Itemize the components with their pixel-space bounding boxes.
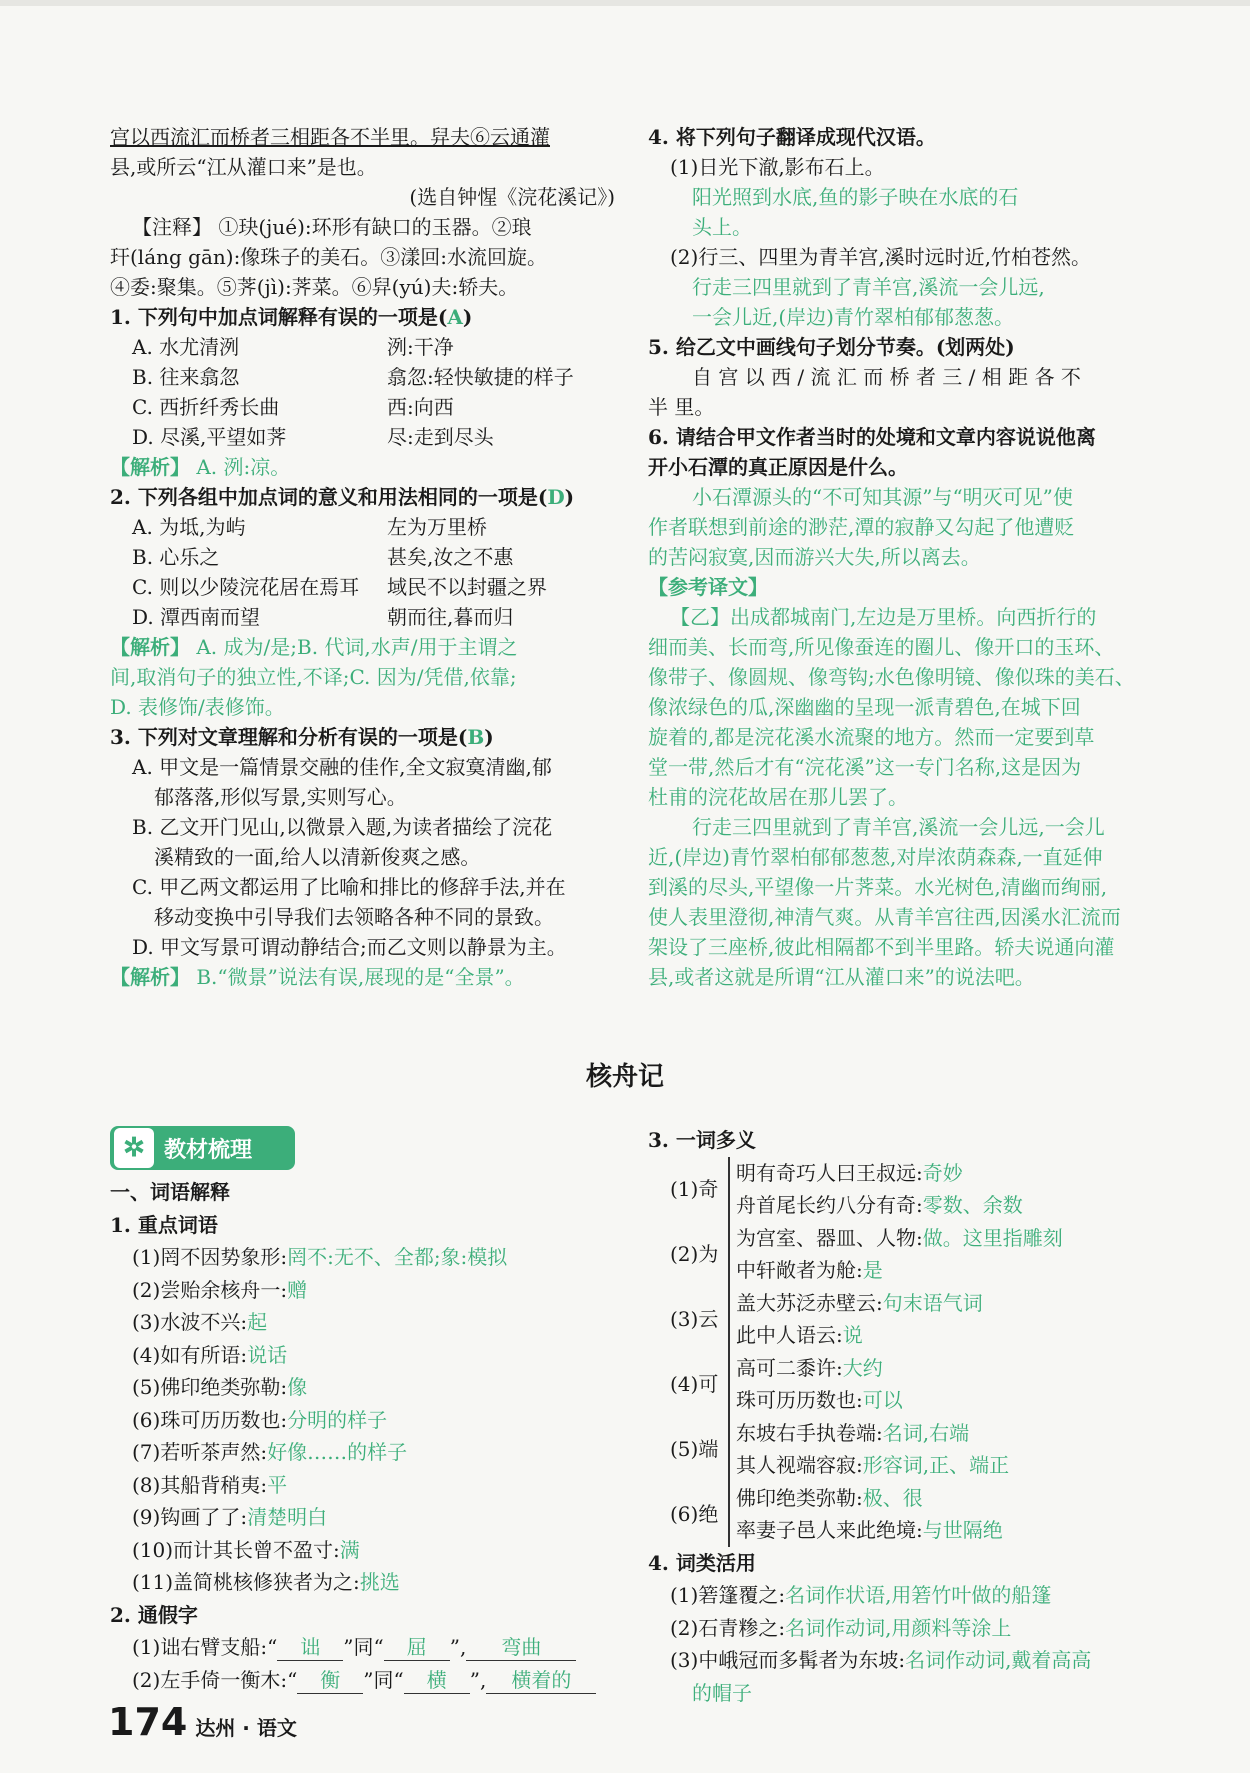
polysemy-group: (4)可 高可二黍许:大约 珠可历历数也:可以	[648, 1352, 1168, 1417]
top-edge	[0, 0, 1250, 6]
source-citation: (选自钟惺《浣花溪记》)	[409, 185, 615, 209]
question-3: 3. 下列对文章理解和分析有误的一项是(B)	[110, 725, 494, 749]
huoyong-item: (2)石青糁之:名词作动词,用颜料等涂上	[670, 1615, 1012, 1640]
answer-line: 小石潭源头的“不可知其源”与“明灭可见”使	[692, 485, 1073, 509]
translation-line: 像带子、像圆规、像弯钩;水色像明镜、像似珠的美石、	[648, 665, 1135, 689]
word-item: (8)其船背稍夷:平	[132, 1472, 288, 1497]
polysemy-group: (5)端 东坡右手执卷端:名词,右端 其人视端容寂:形容词,正、端正	[648, 1417, 1168, 1482]
word-item: (5)佛印绝类弥勒:像	[132, 1375, 308, 1399]
option: C. 则以少陵浣花居在焉耳 域民不以封疆之界	[132, 575, 547, 599]
word-item: (7)若听茶声然:好像……的样子	[132, 1440, 408, 1464]
polysemy-group: (2)为 为宫室、器皿、人物:做。这里指雕刻 中轩敞者为舱:是	[648, 1222, 1168, 1287]
polysemy-section	[648, 1124, 1168, 1709]
option: A. 为坻,为屿 左为万里桥	[132, 515, 487, 539]
answer-line: 阳光照到水底,鱼的影子映在水底的石	[692, 185, 1019, 209]
page-footer	[108, 1700, 297, 1744]
translation-line: 旋着的,都是浣花溪水流聚的地方。然而一定要到草	[648, 725, 1095, 749]
question-6-cont: 开小石潭的真正原因是什么。	[648, 455, 908, 479]
tongjia-item: (2)左手倚一衡木:“ 衡 ”同“ 横 ”, 横着的	[110, 1664, 630, 1697]
answer-line: 行走三四里就到了青羊宫,溪流一会儿远,	[692, 275, 1045, 299]
sentence: (1)日光下澈,影布石上。	[670, 155, 885, 179]
analysis-line: 间,取消句子的独立性,不译;C. 因为/凭借,依靠;	[110, 665, 517, 689]
analysis-2: 【解析】 A. 成为/是;B. 代词,水声/用于主谓之	[110, 635, 518, 659]
word-item: (9)钩画了了:清楚明白	[132, 1505, 328, 1529]
section-heading: 一、词语解释	[110, 1180, 230, 1204]
answer-2: D	[547, 485, 565, 509]
translation-line: 像浓绿色的瓜,深幽幽的呈现一派青碧色,在城下回	[648, 695, 1081, 719]
lesson-title: 核舟记	[585, 1062, 664, 1092]
translation-line: 【乙】出成都城南门,左边是万里桥。向西折行的	[670, 605, 1097, 629]
question-6: 6. 请结合甲文作者当时的处境和文章内容说说他离	[648, 425, 1096, 449]
notes-line: 玕(láng gān):像珠子的美石。③漾回:水流回旋。	[110, 245, 548, 269]
option: A. 甲文是一篇情景交融的佳作,全文寂寞清幽,郁	[132, 755, 552, 779]
sub-heading: 1. 重点词语	[110, 1212, 218, 1237]
translation-line: 架设了三座桥,彼此相隔都不到半里路。轿夫说通向灌	[648, 935, 1115, 959]
option: B. 乙文开门见山,以微景入题,为读者描绘了浣花	[132, 815, 553, 839]
word-item: (2)尝贻余核舟一:赠	[132, 1277, 308, 1302]
answer-3: B	[467, 725, 485, 749]
option-cont: 移动变换中引导我们去领略各种不同的景致。	[154, 905, 554, 929]
badge-label: 教材梳理	[164, 1137, 253, 1163]
translation-line: 杜甫的浣花故居在那儿罢了。	[648, 785, 908, 809]
translation-line: 近,(岸边)青竹翠柏郁郁葱葱,对岸浓荫森森,一直延伸	[648, 845, 1103, 869]
answer-line: 一会儿近,(岸边)青竹翠柏郁郁葱葱。	[692, 305, 1014, 329]
translation-label: 【参考译文】	[648, 575, 768, 599]
translation-line: 使人表里澄彻,神清气爽。从青羊宫往西,因溪水汇流而	[648, 905, 1121, 929]
polysemy-group: (1)奇 明有奇巧人曰王叔远:奇妙 舟首尾长约八分有奇:零数、余数	[648, 1157, 1168, 1222]
word-item: (6)珠可历历数也:分明的样子	[132, 1407, 388, 1432]
analysis-1: 【解析】 A. 洌:凉。	[110, 455, 291, 479]
notes-line: ④委:聚集。⑤荠(jì):荠菜。⑥舁(yú)夫:轿夫。	[110, 275, 519, 299]
translation-line: 县,或者这就是所谓“江从灌口来”的说法吧。	[648, 965, 1035, 989]
rhythm-line: 自 宫 以 西 / 流 汇 而 桥 者 三 / 相 距 各 不	[692, 365, 1081, 389]
option: A. 水尤清洌 洌:干净	[132, 335, 454, 359]
page-number: 174	[108, 1700, 188, 1744]
analysis-line: D. 表修饰/表修饰。	[110, 695, 285, 719]
question-2: 2. 下列各组中加点词的意义和用法相同的一项是(D)	[110, 485, 575, 509]
left-column	[110, 122, 615, 992]
translation-line: 堂一带,然后才有“浣花溪”这一专门名称,这是因为	[648, 755, 1082, 779]
translation-line: 行走三四里就到了青羊宫,溪流一会儿远,一会儿	[692, 815, 1105, 839]
option: C. 西折纤秀长曲 西:向西	[132, 395, 454, 419]
word-item: (4)如有所语:说话	[132, 1342, 288, 1367]
translation-line: 到溪的尽头,平望像一片荠菜。水光树色,清幽而绚丽,	[648, 875, 1108, 899]
text-line: 宫以西流汇而桥者三相距各不半里。舁夫⑥云通灌	[110, 125, 550, 149]
question-5: 5. 给乙文中画线句子划分节奏。(划两处)	[648, 335, 1015, 359]
right-column	[648, 122, 1153, 992]
question-4: 4. 将下列句子翻译成现代汉语。	[648, 125, 936, 149]
option: D. 尽溪,平望如荠 尽:走到尽头	[132, 425, 494, 449]
polysemy-group: (3)云 盖大苏泛赤壁云:句末语气词 此中人语云:说	[648, 1287, 1168, 1352]
option: B. 往来翕忽 翕忽:轻快敏捷的样子	[132, 365, 574, 389]
sub-heading: 4. 词类活用	[648, 1550, 756, 1575]
option: D. 甲文写景可谓动静结合;而乙文则以静景为主。	[132, 935, 567, 959]
huoyong-item: (1)箬篷覆之:名词作状语,用箬竹叶做的船篷	[670, 1583, 1052, 1607]
option-cont: 郁落落,形似写景,实则写心。	[154, 785, 407, 809]
question-1: 1. 下列句中加点词解释有误的一项是(A)	[110, 305, 473, 329]
answer-1: A	[447, 305, 463, 329]
option: D. 潭西南而望 朝而往,暮而归	[132, 605, 514, 629]
section-badge	[110, 1126, 295, 1170]
option: C. 甲乙两文都运用了比喻和排比的修辞手法,并在	[132, 875, 566, 899]
text-line: 县,或所云“江从灌口来”是也。	[110, 155, 377, 179]
answer-line: 作者联想到前途的渺茫,潭的寂静又勾起了他遭贬	[648, 515, 1075, 539]
tongjia-item: (1)诎右臂支船:“ 诎 ”同“ 屈 ”, 弯曲	[110, 1631, 630, 1664]
sparkle-icon: ✲	[114, 1128, 154, 1168]
polysemy-group: (6)绝 佛印绝类弥勒:极、很 率妻子邑人来此绝境:与世隔绝	[648, 1482, 1168, 1547]
word-item: (1)罔不因势象形:罔不:无不、全都;象:模拟	[132, 1245, 508, 1269]
sentence: (2)行三、四里为青羊宫,溪时远时近,竹柏苍然。	[670, 245, 1092, 269]
notes-line: 【注释】 ①玦(jué):环形有缺口的玉器。②琅	[132, 215, 532, 239]
word-item: (3)水波不兴:起	[132, 1310, 268, 1334]
word-item: (10)而计其长曾不盈寸:满	[132, 1537, 360, 1562]
huoyong-item: (3)中峨冠而多髯者为东坡:名词作动词,戴着高高	[670, 1648, 1092, 1672]
analysis-3: 【解析】 B.“微景”说法有误,展现的是“全景”。	[110, 965, 525, 989]
huoyong-cont: 的帽子	[692, 1680, 752, 1705]
option-cont: 溪精致的一面,给人以清新俊爽之感。	[154, 845, 481, 869]
rhythm-line: 半 里。	[648, 395, 715, 419]
option: B. 心乐之 甚矣,汝之不惠	[132, 545, 514, 569]
answer-line: 的苦闷寂寞,因而游兴大失,所以离去。	[648, 545, 981, 569]
word-item: (11)盖简桃核修狭者为之:挑选	[132, 1570, 400, 1594]
answer-line: 头上。	[692, 215, 752, 239]
sub-heading: 3. 一词多义	[648, 1128, 756, 1152]
footer-chapter: 达州 · 语文	[195, 1716, 297, 1740]
sub-heading: 2. 通假字	[110, 1602, 198, 1627]
vocab-section	[110, 1176, 630, 1696]
translation-line: 细而美、长而弯,所见像蚕连的圈儿、像开口的玉环、	[648, 635, 1115, 659]
